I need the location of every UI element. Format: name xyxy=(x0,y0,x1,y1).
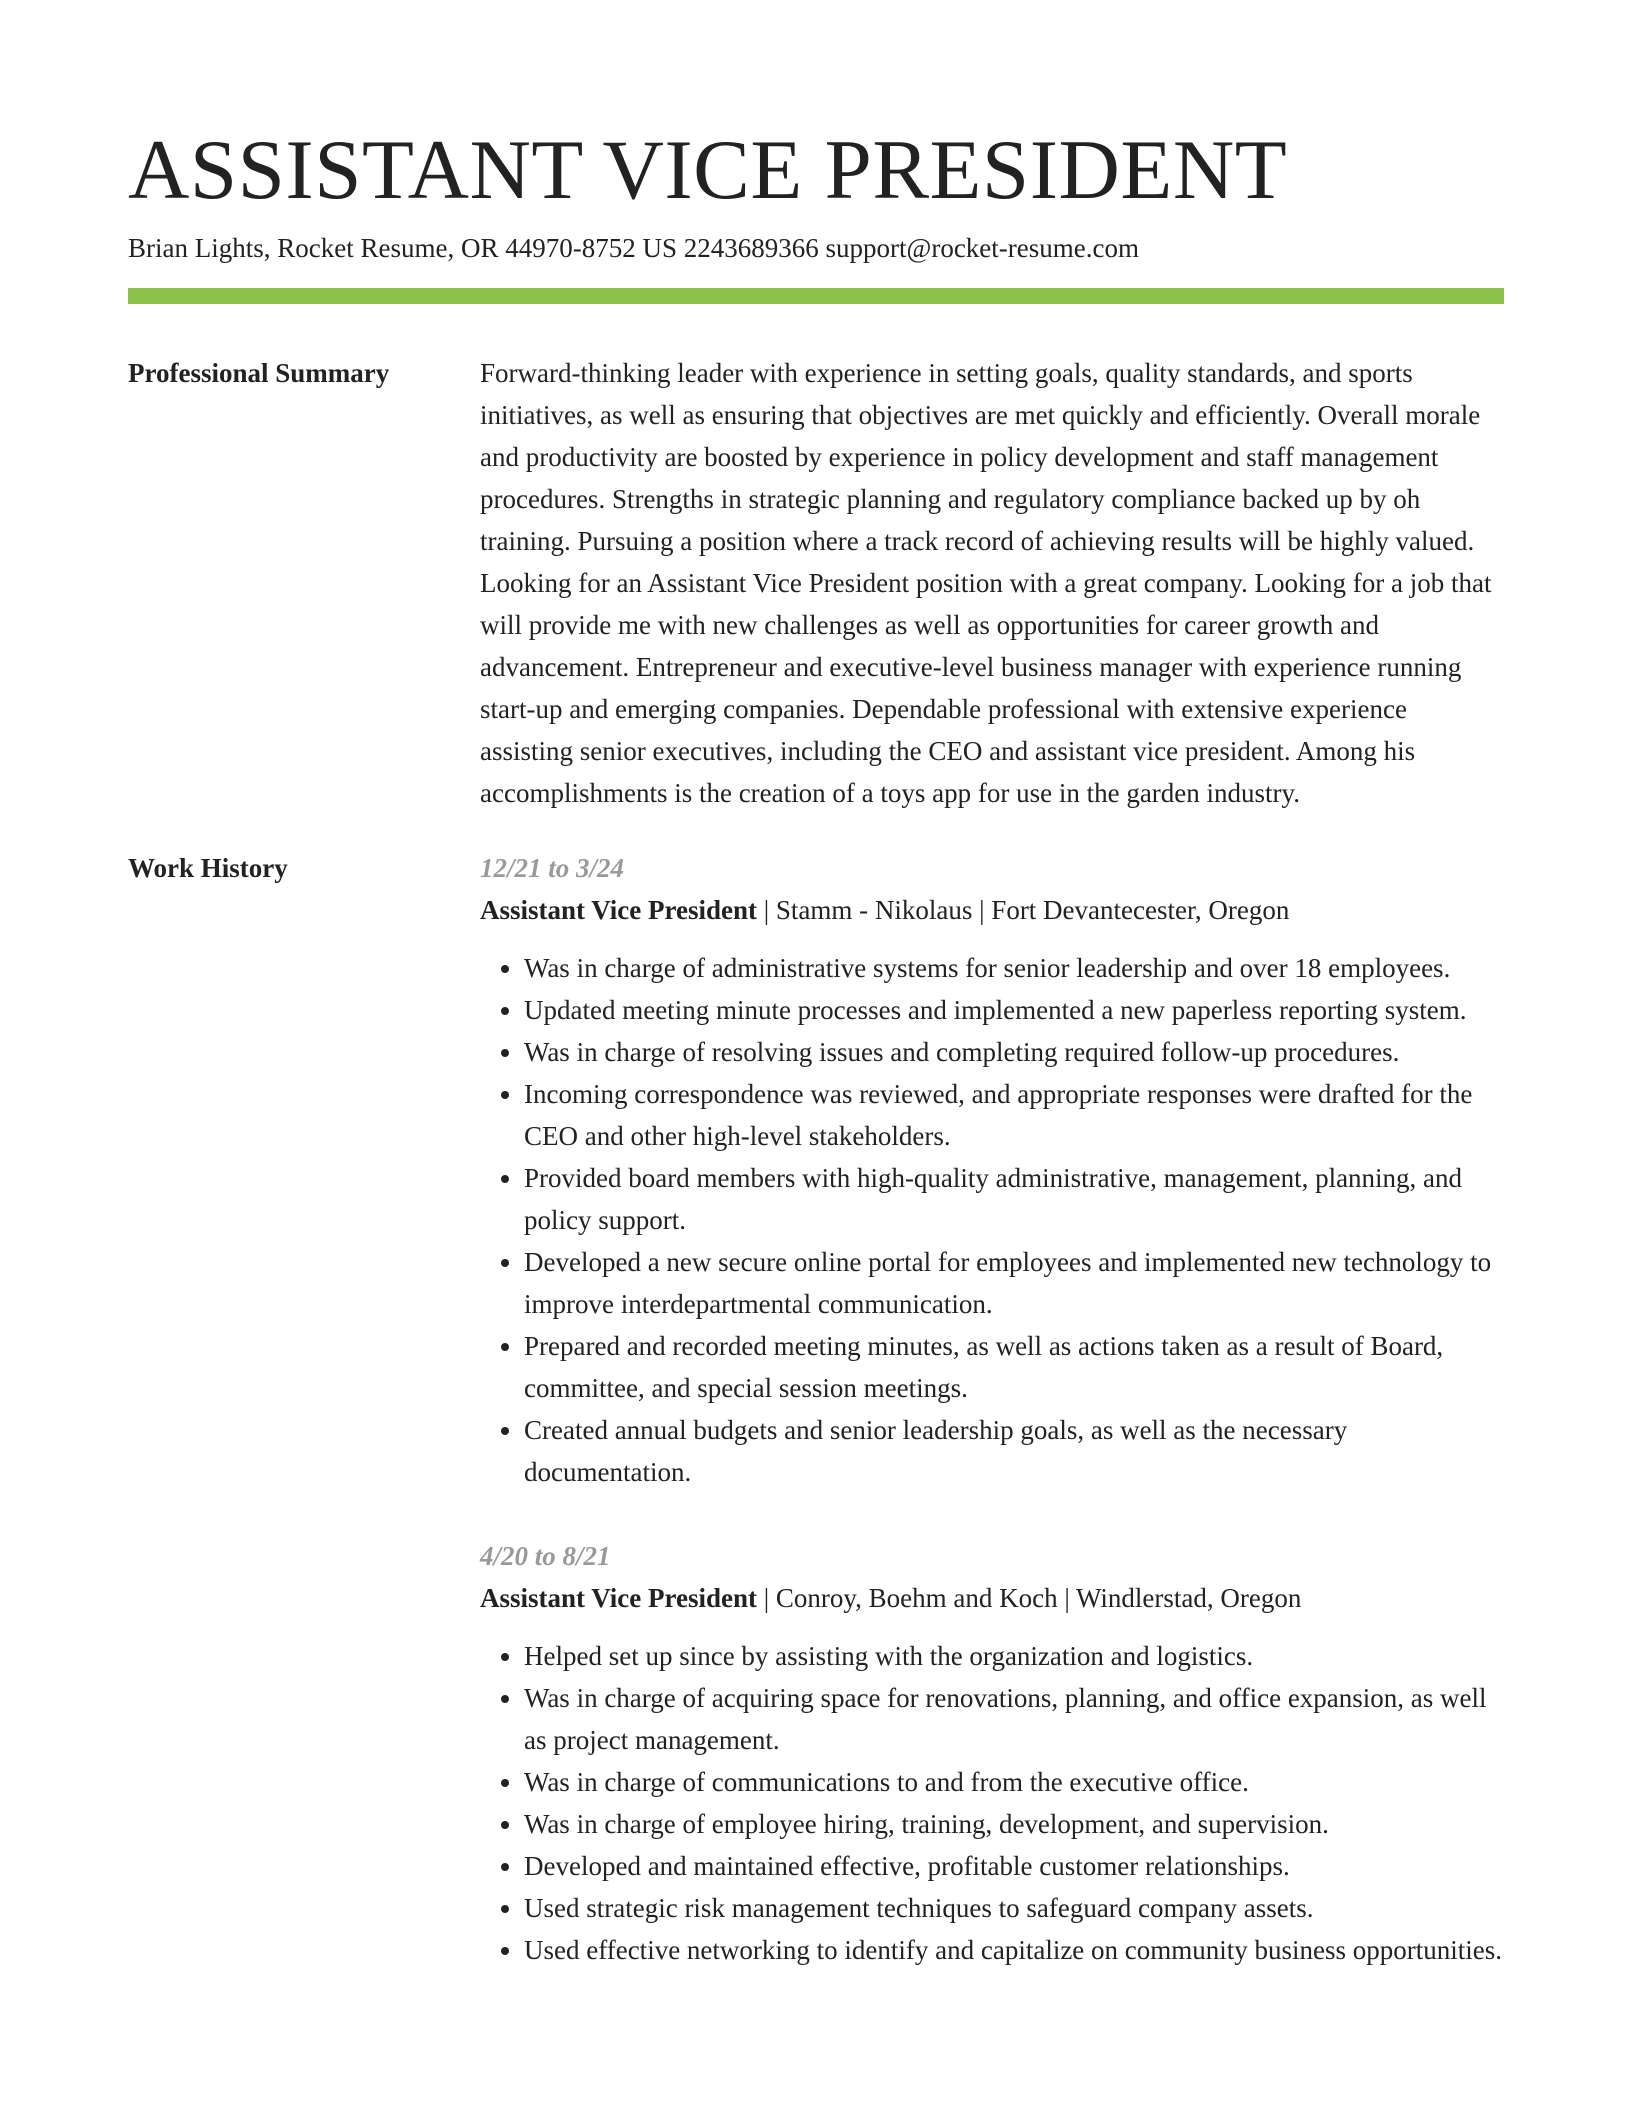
job-dates: 12/21 to 3/24 xyxy=(480,853,625,883)
job-bullet: • Helped set up since by assisting with the organization and logistics. xyxy=(524,1635,1504,1677)
job-heading xyxy=(480,889,1504,931)
accent-divider xyxy=(128,288,1504,304)
job-bullet-list xyxy=(480,947,1504,1493)
job-bullet: • Was in charge of administrative systems for senior leadership and over 18 employees. xyxy=(524,947,1504,989)
job-title: Assistant Vice President xyxy=(480,895,757,925)
job-entry xyxy=(480,1535,1504,1971)
job-bullet: • Was in charge of resolving issues and completing required follow-up procedures. xyxy=(524,1031,1504,1073)
job-bullet: • Was in charge of communications to and from the executive office. xyxy=(524,1761,1504,1803)
job-bullet: • Was in charge of employee hiring, training, development, and supervision. xyxy=(524,1803,1504,1845)
job-title: Assistant Vice President xyxy=(480,1583,757,1613)
job-dates: 4/20 to 8/21 xyxy=(480,1541,611,1571)
job-bullet: • Used effective networking to identify and capitalize on community business opportunities. xyxy=(524,1929,1504,1971)
job-entry xyxy=(480,847,1504,1493)
resume-title: ASSISTANT VICE PRESIDENT xyxy=(128,123,1288,217)
job-bullet: • Developed and maintained effective, profitable customer relationships. xyxy=(524,1845,1504,1887)
job-bullet: • Created annual budgets and senior leadership goals, as well as the necessary documentation. xyxy=(524,1409,1504,1493)
resume-page xyxy=(128,120,1504,1971)
job-employer-location: | Conroy, Boehm and Koch | Windlerstad, Oregon xyxy=(757,1583,1302,1613)
section-label-summary: Professional Summary xyxy=(128,358,390,388)
job-heading xyxy=(480,1577,1504,1619)
job-employer-location: | Stamm - Nikolaus | Fort Devantecester, Oregon xyxy=(757,895,1290,925)
summary-text: Forward-thinking leader with experience in setting goals, quality standards, and sports initiatives, as well as ensuring that objectives are met quickly and efficiently. Overall morale and productivity are boosted by experience in policy development and staff management procedures. Strengths in strategic planning and regulatory compliance backed up by oh training. Pursuing a position where a track record of achieving results will be highly valued. Looking for an Assistant Vice President position with a great company. Looking for a job that will provide me with new challenges as well as opportunities for career growth and advancement. Entrepreneur and executive-level business manager with experience running start-up and emerging companies. Dependable professional with extensive experience assisting senior executives, including the CEO and assistant vice president. Among his accomplishments is the creation of a toys app for use in the garden industry. xyxy=(480,358,1492,808)
job-bullet: • Prepared and recorded meeting minutes, as well as actions taken as a result of Board, committee, and special session meetings. xyxy=(524,1325,1504,1409)
work-history-section xyxy=(128,847,1504,1971)
job-bullet: • Provided board members with high-quality administrative, management, planning, and policy support. xyxy=(524,1157,1504,1241)
section-label-work-history: Work History xyxy=(128,853,288,883)
job-bullet-list xyxy=(480,1635,1504,1971)
job-bullet: • Developed a new secure online portal for employees and implemented new technology to improve interdepartmental communication. xyxy=(524,1241,1504,1325)
job-bullet: • Was in charge of acquiring space for renovations, planning, and office expansion, as well as project management. xyxy=(524,1677,1504,1761)
job-bullet: • Used strategic risk management techniques to safeguard company assets. xyxy=(524,1887,1504,1929)
contact-line: Brian Lights, Rocket Resume, OR 44970-8752 US 2243689366 support@rocket-resume.com xyxy=(128,233,1139,263)
summary-body xyxy=(480,352,1504,814)
work-history-body xyxy=(480,847,1504,1971)
job-bullet: • Incoming correspondence was reviewed, and appropriate responses were drafted for the CEO and other high-level stakeholders. xyxy=(524,1073,1504,1157)
professional-summary-section xyxy=(128,352,1504,814)
job-bullet: • Updated meeting minute processes and implemented a new paperless reporting system. xyxy=(524,989,1504,1031)
